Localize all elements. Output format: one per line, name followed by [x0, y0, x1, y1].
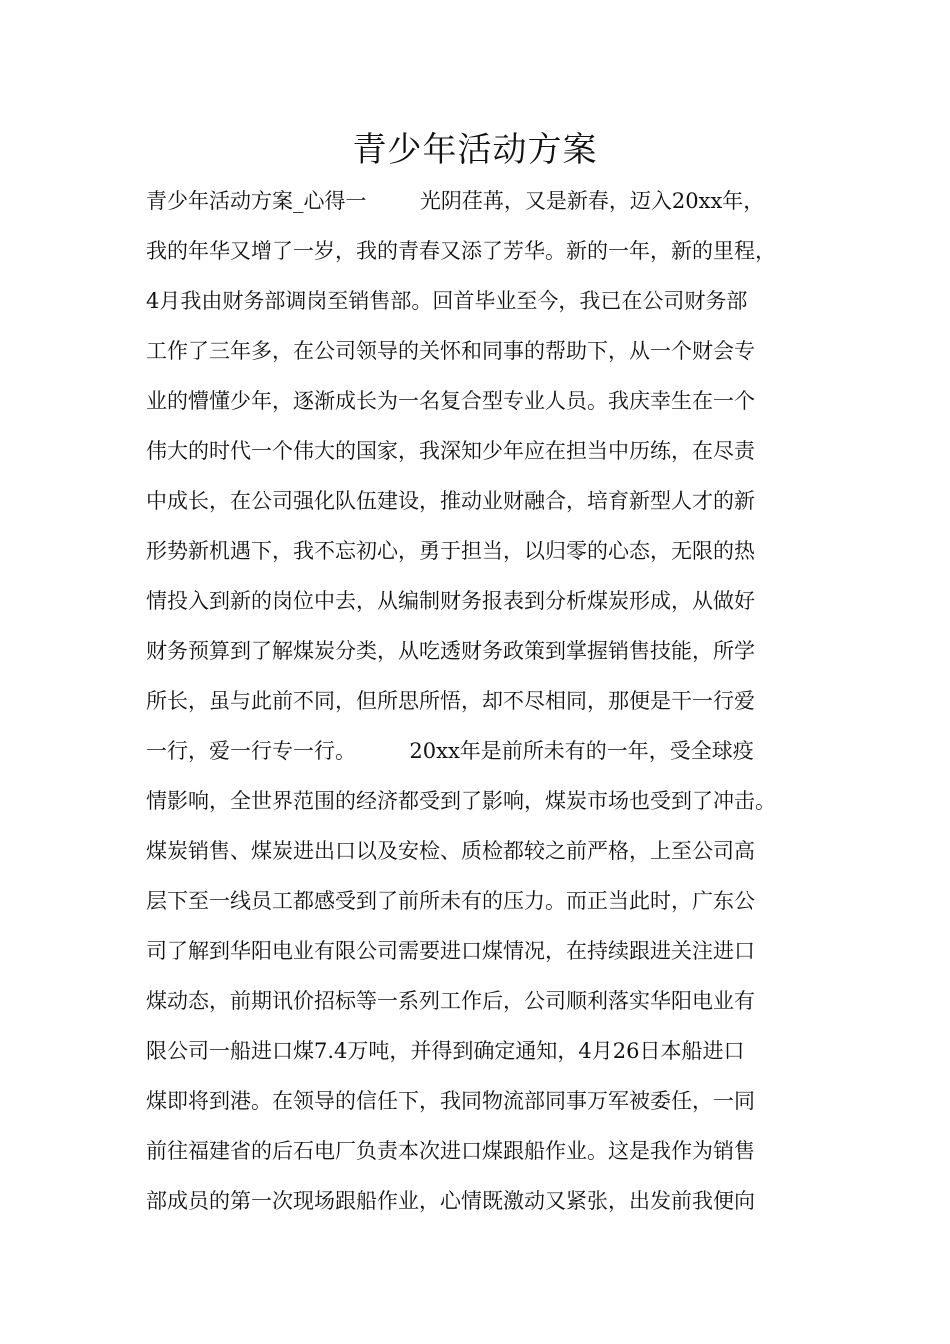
text-line: 中成长，在公司强化队伍建设，推动业财融合，培育新型人才的新 — [146, 489, 755, 513]
text-line: 财务预算到了解煤炭分类，从吃透财务政策到掌握销售技能，所学 — [146, 639, 755, 663]
text-line: 情投入到新的岗位中去，从编制财务报表到分析煤炭形成，从做好 — [146, 589, 755, 613]
text-line: 前往福建省的后石电厂负责本次进口煤跟船作业。这是我作为销售 — [146, 1139, 755, 1163]
text-line: 形势新机遇下，我不忘初心，勇于担当，以归零的心态，无限的热 — [146, 539, 755, 563]
text-line: 一行，爱一行专一行。 20xx年是前所未有的一年，受全球疫 — [146, 739, 754, 763]
text-line: 青少年活动方案_心得一 光阴荏苒，又是新春，迈入20xx年， — [146, 189, 765, 213]
text-line: 情影响，全世界范围的经济都受到了影响，煤炭市场也受到了冲击。 — [146, 789, 776, 813]
text-line: 层下至一线员工都感受到了前所未有的压力。而正当此时，广东公 — [146, 889, 755, 913]
text-line: 所长，虽与此前不同，但所思所悟，却不尽相同，那便是干一行爱 — [146, 689, 755, 713]
document-title: 青少年活动方案 — [352, 130, 598, 170]
text-line: 工作了三年多，在公司领导的关怀和同事的帮助下，从一个财会专 — [146, 339, 755, 363]
text-line: 煤炭销售、煤炭进出口以及安检、质检都较之前严格，上至公司高 — [146, 839, 755, 863]
document-body — [146, 176, 826, 1226]
text-line: 4月我由财务部调岗至销售部。回首毕业至今，我已在公司财务部 — [146, 289, 748, 313]
text-line: 伟大的时代一个伟大的国家，我深知少年应在担当中历练，在尽责 — [146, 439, 755, 463]
text-line: 部成员的第一次现场跟船作业，心情既激动又紧张，出发前我便向 — [146, 1189, 755, 1213]
text-line: 业的懵懂少年，逐渐成长为一名复合型专业人员。我庆幸生在一个 — [146, 389, 755, 413]
text-line: 我的年华又增了一岁，我的青春又添了芳华。新的一年，新的里程， — [146, 239, 776, 263]
text-line: 司了解到华阳电业有限公司需要进口煤情况，在持续跟进关注进口 — [146, 939, 755, 963]
text-line: 煤即将到港。在领导的信任下，我同物流部同事万军被委任，一同 — [146, 1089, 755, 1113]
text-line: 煤动态，前期讯价招标等一系列工作后，公司顺利落实华阳电业有 — [146, 989, 755, 1013]
text-line: 限公司一船进口煤7.4万吨，并得到确定通知，4月26日本船进口 — [146, 1039, 745, 1063]
